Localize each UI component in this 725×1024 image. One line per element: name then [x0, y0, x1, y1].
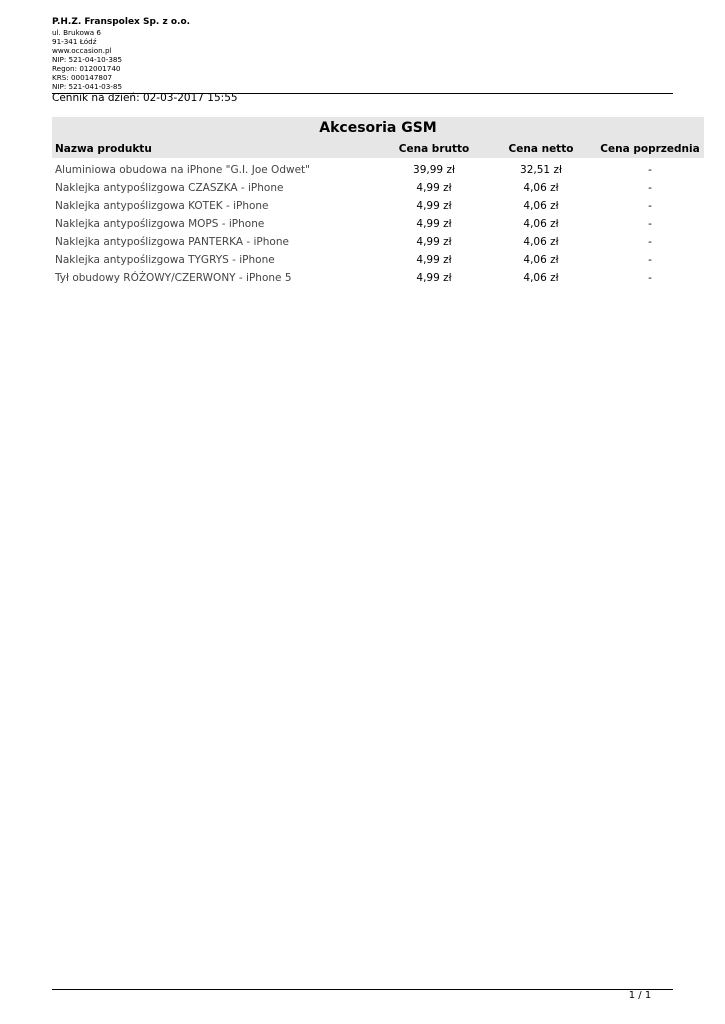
- gross-price: 4,99 zł: [416, 236, 452, 248]
- company-website: www.occasion.pl: [52, 46, 112, 55]
- product-name: Naklejka antypoślizgowa MOPS - iPhone: [55, 218, 265, 230]
- net-price: 4,06 zł: [523, 182, 559, 194]
- product-name: Naklejka antypoślizgowa CZASZKA - iPhone: [55, 182, 284, 194]
- header-net-price: Cena netto: [508, 142, 574, 155]
- table-row: [52, 269, 704, 287]
- price-list-date: Cennik na dzień: 02-03-2017 15:55: [52, 92, 238, 104]
- company-info: [52, 17, 672, 91]
- header-previous-price: Cena poprzednia: [600, 142, 700, 155]
- product-name: Tył obudowy RÓŻOWY/CZERWONY - iPhone 5: [55, 272, 292, 284]
- net-price: 4,06 zł: [523, 218, 559, 230]
- product-name: Naklejka antypoślizgowa KOTEK - iPhone: [55, 200, 269, 212]
- net-price: 4,06 zł: [523, 236, 559, 248]
- previous-price: -: [648, 200, 652, 212]
- price-section: [52, 117, 704, 287]
- previous-price: -: [648, 254, 652, 266]
- previous-price: -: [648, 164, 652, 176]
- table-row: [52, 251, 704, 269]
- header-product-name: Nazwa produktu: [55, 142, 152, 155]
- company-nip-2: NIP: 521-041-03-85: [52, 82, 123, 91]
- company-address-street: ul. Brukowa 6: [52, 28, 102, 37]
- table-header-row: [52, 139, 704, 158]
- product-table-body: [52, 161, 704, 287]
- previous-price: -: [648, 182, 652, 194]
- section-title: Akcesoria GSM: [319, 120, 437, 136]
- net-price: 4,06 zł: [523, 254, 559, 266]
- company-name: P.H.Z. Franspolex Sp. z o.o.: [52, 17, 191, 27]
- product-name: Naklejka antypoślizgowa PANTERKA - iPhone: [55, 236, 289, 248]
- net-price: 4,06 zł: [523, 200, 559, 212]
- previous-price: -: [648, 218, 652, 230]
- table-row: [52, 233, 704, 251]
- gross-price: 39,99 zł: [413, 164, 455, 176]
- gross-price: 4,99 zł: [416, 200, 452, 212]
- table-row: [52, 179, 704, 197]
- product-name: Naklejka antypoślizgowa TYGRYS - iPhone: [55, 254, 275, 266]
- gross-price: 4,99 zł: [416, 272, 452, 284]
- previous-price: -: [648, 236, 652, 248]
- company-address-city: 91-341 Łódź: [52, 37, 97, 46]
- page-number: 1 / 1: [628, 990, 652, 1001]
- gross-price: 4,99 zł: [416, 182, 452, 194]
- footer-divider: [52, 989, 673, 990]
- company-regon: Regon: 012001740: [52, 64, 121, 73]
- company-nip: NIP: 521-04-10-385: [52, 55, 123, 64]
- gross-price: 4,99 zł: [416, 254, 452, 266]
- table-row: [52, 161, 704, 179]
- product-name: Aluminiowa obudowa na iPhone "G.I. Joe Odwet": [55, 164, 310, 176]
- gross-price: 4,99 zł: [416, 218, 452, 230]
- table-row: [52, 197, 704, 215]
- table-row: [52, 215, 704, 233]
- section-header: [52, 117, 704, 158]
- company-krs: KRS: 000147807: [52, 73, 113, 82]
- previous-price: -: [648, 272, 652, 284]
- net-price: 4,06 zł: [523, 272, 559, 284]
- header-gross-price: Cena brutto: [398, 142, 470, 155]
- net-price: 32,51 zł: [520, 164, 562, 176]
